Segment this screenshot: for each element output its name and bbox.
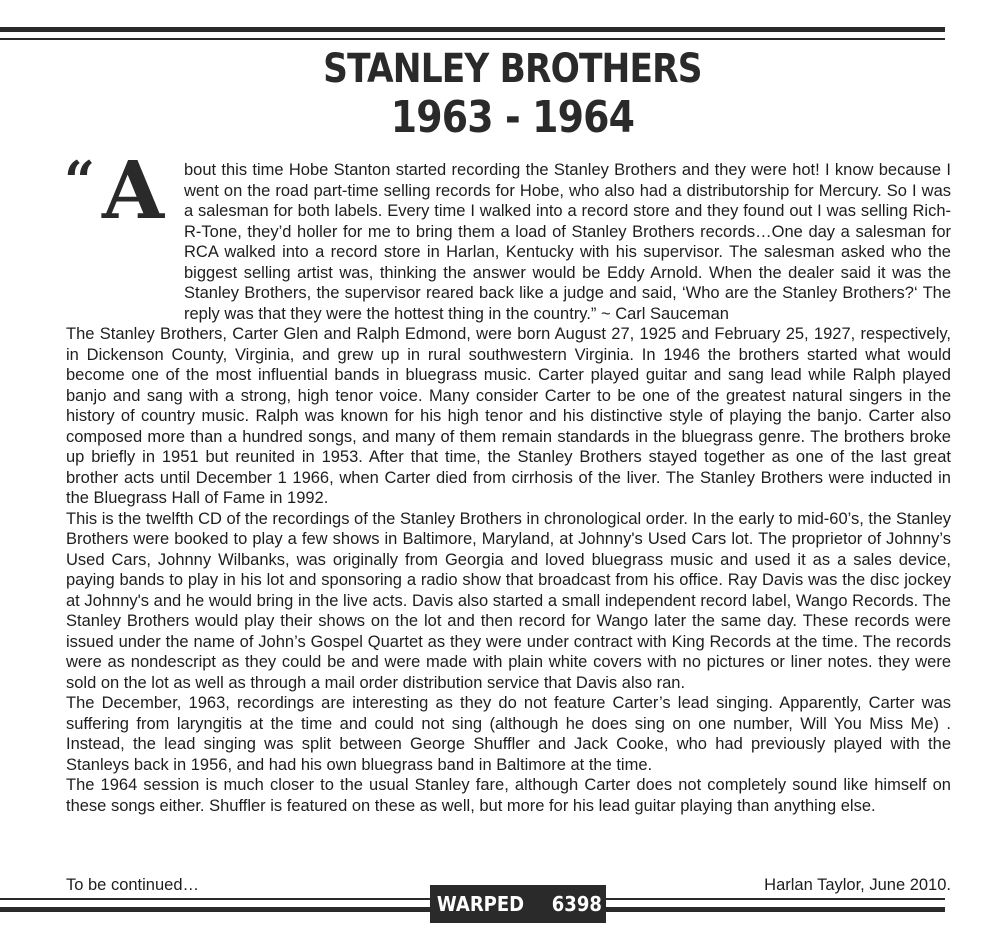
top-rule-thick xyxy=(0,27,945,32)
paragraph-biography: The Stanley Brothers, Carter Glen and Ralph Edmond, were born August 27, 1925 and February 25, 1927, respectively, in Dickenson County, Virginia, and grew up in rural southwestern Virginia. In 1946 the brothers started what would become one of the most influential bands in bluegrass music. Carter played guitar and sang lead while Ralph played banjo and sang with a strong, high tenor voice. Many consider Carter to be one of the greatest natural singers in the history of country music. Ralph was known for his high tenor and his distinctive style of playing the banjo. Carter also composed more than a hundred songs, and many of them remain standards in the bluegrass genre. The brothers broke up briefly in 1951 but reunited in 1953. After that time, the Stanley Brothers stayed together as one of the last great brother acts until December 1 1966, when Carter died from cirrhosis of the liver. The Stanley Brothers were inducted in the Bluegrass Hall of Fame in 1992. xyxy=(66,325,951,507)
page-subtitle-years: 1963 - 1964 xyxy=(390,92,635,143)
label-name: WARPED xyxy=(436,892,524,916)
catalog-number: 6398 xyxy=(551,892,602,916)
quote-paragraph xyxy=(66,160,951,324)
author-signature: Harlan Taylor, June 2010. xyxy=(764,876,951,894)
page-title: STANLEY BROTHERS xyxy=(323,46,702,92)
to-be-continued: To be continued… xyxy=(66,876,200,894)
catalog-badge xyxy=(430,885,606,923)
paragraph-1964-session: The 1964 session is much closer to the usual Stanley fare, although Carter does not completely sound like himself on these songs either. Shuffler is featured on these as well, but more for his lead guitar playing than anything else. xyxy=(66,776,951,815)
liner-notes-body xyxy=(64,143,951,816)
quote-text: bout this time Hobe Stanton started recording the Stanley Brothers and they were hot! I know because I went on the road part-time selling records for Hobe, who also had a distributorship for Mercury. So I was a salesman for both labels. Every time I walked into a record store and they found out I was selling Rich-R-Tone, they’d holler for me to bring them a load of Stanley Brothers records…One day a salesman for RCA walked into a record store in Harlan, Kentucky with his supervisor. The salesman asked who the biggest selling artist was, thinking the answer would be Eddy Arnold. When the dealer said it was the Stanley Brothers, the supervisor reared back like a judge and said, ‘Who are the Stanley Brothers?‘ The reply was that they were the hottest thing in the country.” ~ Carl Sauceman xyxy=(184,161,951,323)
open-quote-mark: “ xyxy=(64,149,96,213)
paragraph-1963-session: The December, 1963, recordings are interesting as they do not feature Carter’s lead singing. Apparently, Carter was suffering from laryngitis at the time and could not sing (although he does sing on one number, Will You Miss Me) . Instead, the lead singing was split between George Shuffler and Jack Cooke, who had previously played with the Stanleys back in 1956, and had his own bluegrass band in Baltimore at the time. xyxy=(66,694,951,774)
paragraph-history: This is the twelfth CD of the recordings of the Stanley Brothers in chronological order. In the early to mid-60’s, the Stanley Brothers were booked to play a few shows in Baltimore, Maryland, at Johnny's Used Cars lot. The proprietor of Johnny’s Used Cars, Johnny Wilbanks, was originally from Georgia and loved bluegrass music and used it as a sales device, paying bands to play in his lot and sponsoring a radio show that broadcast from his office. Ray Davis was the disc jockey at Johnny's and he would bring in the live acts. Davis also started a small independent record label, Wango Records. The Stanley Brothers would play their shows on the lot and then record for Wango later the same day. These records were issued under the name of John’s Gospel Quartet as they were under contract with King Records at the time. The records were as nondescript as they could be and were made with plain white covers with no pictures or liner notes. they were sold on the lot as well as through a mail order distribution service that Davis also ran. xyxy=(66,509,951,692)
drop-cap: A xyxy=(102,143,165,237)
top-rule-thin xyxy=(0,38,945,40)
